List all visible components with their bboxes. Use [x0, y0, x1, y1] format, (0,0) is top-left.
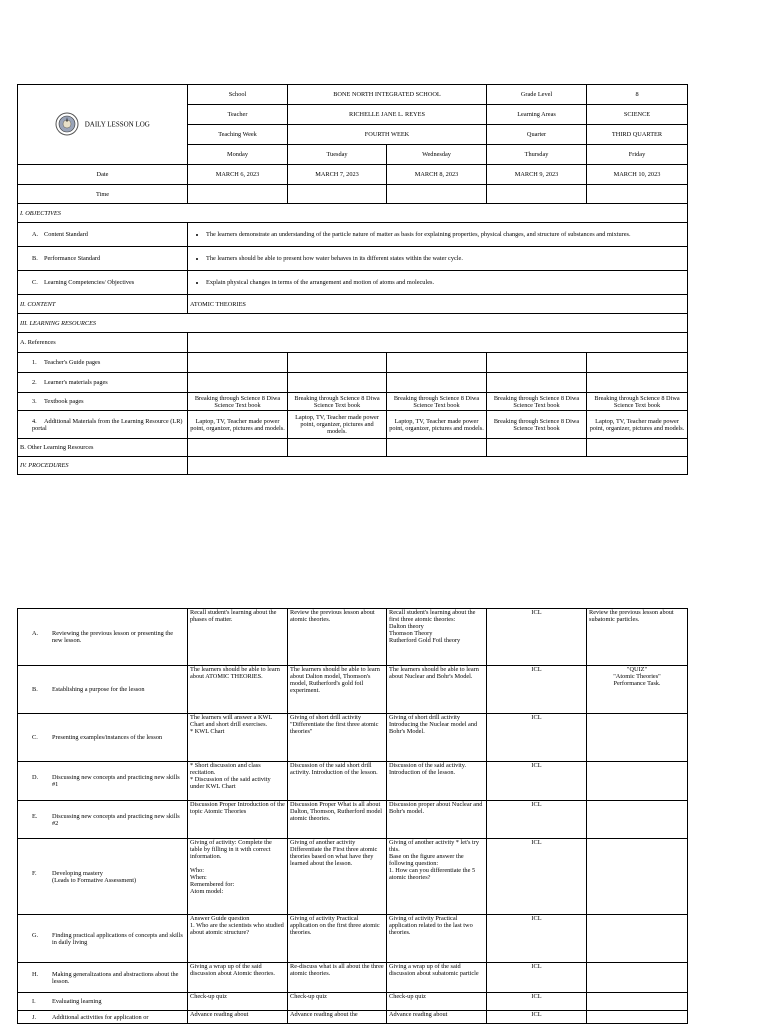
procedure-letter: E.: [32, 812, 38, 820]
procedure-letter: C.: [32, 734, 38, 741]
procedure-cell: The learners should be able to learn about Nuclear and Bohr's Model.: [387, 666, 487, 714]
procedure-letter: J.: [32, 1013, 37, 1021]
procedure-cell: ICL: [487, 666, 587, 714]
procedure-label-text: Establishing a purpose for the lesson: [52, 686, 145, 693]
procedure-cell: The learners should be able to learn about Dalton model, Thomson's model, Rutherford's gold foil experiment.: [288, 666, 387, 714]
procedure-row: [18, 714, 688, 762]
learner-materials-wed: [387, 373, 487, 393]
procedure-label-text: Additional activities for application or: [52, 1013, 149, 1021]
other-thu: [487, 439, 587, 457]
time-friday: [587, 185, 688, 204]
textbook-label: 3. Textbook pages: [18, 393, 188, 411]
procedure-cell: Discussion of the said activity. Introduction of the lesson.: [387, 762, 487, 801]
procedure-label: [18, 963, 188, 993]
procedure-label-text: Developing mastery (Leads to Formative Assessment): [52, 869, 137, 884]
procedure-cell: [587, 762, 688, 801]
day-friday: Friday: [587, 145, 688, 165]
procedure-label-text: Making generalizations and abstractions about the lesson.: [52, 970, 179, 985]
procedures-table: [17, 608, 688, 1024]
procedure-label: [18, 993, 188, 1011]
procedure-cell: [587, 801, 688, 839]
procedure-cell: Check-up quiz: [387, 993, 487, 1011]
content-heading: II. CONTENT: [18, 295, 188, 314]
procedure-cell: ICL: [487, 714, 587, 762]
procedure-cell: Giving a wrap up of the said discussion about Atomic theories.: [188, 963, 288, 993]
additional-fri: Laptop, TV, Teacher made power point, organizer, pictures and models.: [587, 411, 688, 439]
procedure-cell: Giving of activity Practical application related to the last two theories.: [387, 915, 487, 963]
procedure-letter: H.: [32, 970, 39, 978]
teacher-label: Teacher: [188, 105, 288, 125]
procedure-row: [18, 1011, 688, 1024]
day-thursday: Thursday: [487, 145, 587, 165]
procedure-label: [18, 1011, 188, 1024]
school-value: BONE NORTH INTEGRATED SCHOOL: [288, 85, 487, 105]
date-monday: MARCH 6, 2023: [188, 165, 288, 185]
procedure-cell: Giving of short drill activity Introducing the Nuclear model and Bohr's Model.: [387, 714, 487, 762]
date-wednesday: MARCH 8, 2023: [387, 165, 487, 185]
procedure-cell: Recall student's learning about the phases of matter.: [188, 609, 288, 666]
procedure-row: [18, 993, 688, 1011]
textbook-fri: Breaking through Science 8 Diwa Science Text book: [587, 393, 688, 411]
procedure-letter: D.: [32, 774, 39, 781]
procedure-label-text: Presenting examples/instances of the lesson: [52, 734, 163, 741]
teacher-guide-thu: [487, 353, 587, 373]
quarter-value: THIRD QUARTER: [587, 125, 688, 145]
additional-mon: Laptop, TV, Teacher made power point, organizer, pictures and models.: [188, 411, 288, 439]
procedure-cell: Advance reading about: [387, 1011, 487, 1024]
time-monday: [188, 185, 288, 204]
additional-tue: Laptop, TV, Teacher made power point, organizer, pictures and models.: [288, 411, 387, 439]
procedure-label: [18, 609, 188, 666]
procedure-cell: [587, 1011, 688, 1024]
textbook-tue: Breaking through Science 8 Diwa Science Text book: [288, 393, 387, 411]
procedure-cell: Answer Guide question 1. Who are the scientists who studied about atomic structure?: [188, 915, 288, 963]
textbook-thu: Breaking through Science 8 Diwa Science Text book: [487, 393, 587, 411]
procedure-cell: Giving of activity: Complete the table by filling in it with correct information. Who: When: Remembered for: Atom model:: [188, 839, 288, 915]
competencies-value: • Explain physical changes in terms of the arrangement and motion of atoms and molecules.: [188, 271, 688, 295]
learner-materials-label: 2. Learner's materials pages: [18, 373, 188, 393]
competencies-label: C. Learning Competencies/ Objectives: [18, 271, 188, 295]
procedure-label-text: Finding practical applications of concepts and skills in daily living: [52, 931, 183, 946]
procedure-cell: Giving of another activity * let's try this. Base on the figure answer the following question: 1. How can you differentiate the 5 atomic theories?: [387, 839, 487, 915]
teacher-guide-wed: [387, 353, 487, 373]
teacher-value: RICHELLE JANE L. REYES: [288, 105, 487, 125]
procedure-cell: Discussion of the said short drill activity. Introduction of the lesson.: [288, 762, 387, 801]
procedure-cell: [587, 839, 688, 915]
procedure-cell: Re-discuss what is all about the three atomic theories.: [288, 963, 387, 993]
procedure-row: [18, 801, 688, 839]
procedure-cell: ICL: [487, 993, 587, 1011]
procedure-label-text: Reviewing the previous lesson or presenting the new lesson.: [52, 630, 174, 644]
procedure-label: [18, 839, 188, 915]
time-wednesday: [387, 185, 487, 204]
other-tue: [288, 439, 387, 457]
procedure-letter: B.: [32, 686, 38, 693]
date-thursday: MARCH 9, 2023: [487, 165, 587, 185]
procedure-cell: Check-up quiz: [288, 993, 387, 1011]
procedure-cell: ICL: [487, 801, 587, 839]
procedure-cell: Recall student's learning about the first three atomic theories: Dalton theory Thomson Theory Rutherford Gold Foil theory: [387, 609, 487, 666]
procedure-cell: The learners should be able to learn about ATOMIC THEORIES.: [188, 666, 288, 714]
procedure-cell: ICL: [487, 609, 587, 666]
procedure-row: [18, 915, 688, 963]
procedure-label: [18, 762, 188, 801]
procedure-letter: G.: [32, 931, 39, 939]
procedure-cell: ICL: [487, 963, 587, 993]
procedure-cell: Advance reading about: [188, 1011, 288, 1024]
procedure-cell: Review the previous lesson about atomic theories.: [288, 609, 387, 666]
day-monday: Monday: [188, 145, 288, 165]
content-value: ATOMIC THEORIES: [188, 295, 688, 314]
procedure-cell: Giving a wrap up of the said discussion about subatomic particle: [387, 963, 487, 993]
procedure-label-text: Discussing new concepts and practicing new skills #2: [52, 812, 180, 827]
other-mon: [188, 439, 288, 457]
teacher-guide-mon: [188, 353, 288, 373]
procedure-label-text: Discussing new concepts and practicing new skills #1: [52, 774, 180, 788]
procedure-cell: Review the previous lesson about subatomic particles.: [587, 609, 688, 666]
lesson-log-header-table: [17, 84, 688, 475]
deped-seal-icon: [55, 112, 79, 138]
grade-label: Grade Level: [487, 85, 587, 105]
performance-standard-label: B. Performance Standard: [18, 247, 188, 271]
other-resources-label: B. Other Learning Resources: [18, 439, 188, 457]
content-standard-label: A. Content Standard: [18, 223, 188, 247]
procedures-heading: IV. PROCEDURES: [18, 457, 188, 475]
day-wednesday: Wednesday: [387, 145, 487, 165]
resources-heading: III. LEARNING RESOURCES: [18, 314, 688, 333]
time-label: Time: [18, 185, 188, 204]
textbook-wed: Breaking through Science 8 Diwa Science Text book: [387, 393, 487, 411]
procedure-row: [18, 762, 688, 801]
procedure-cell: [587, 993, 688, 1011]
teacher-guide-fri: [587, 353, 688, 373]
procedure-row: [18, 666, 688, 714]
procedure-cell: ICL: [487, 839, 587, 915]
procedure-letter: F.: [32, 869, 37, 877]
week-value: FOURTH WEEK: [288, 125, 487, 145]
date-friday: MARCH 10, 2023: [587, 165, 688, 185]
objectives-heading: I. OBJECTIVES: [18, 204, 688, 223]
quarter-label: Quarter: [487, 125, 587, 145]
page-title: DAILY LESSON LOG: [84, 119, 150, 128]
content-standard-value: • The learners demonstrate an understanding of the particle nature of matter as basis for explaining properties, physical changes, and structure of substances and mixtures.: [188, 223, 688, 247]
week-label: Teaching Week: [188, 125, 288, 145]
grade-value: 8: [587, 85, 688, 105]
procedure-cell: [587, 963, 688, 993]
procedure-cell: Discussion Proper What is all about Dalton, Thomson, Rutherford model atomic theories.: [288, 801, 387, 839]
school-label: School: [188, 85, 288, 105]
procedure-cell: Giving of short drill activity "Differentiate the first three atomic theories": [288, 714, 387, 762]
procedure-letter: A.: [32, 630, 39, 637]
procedure-cell: "QUIZ" "Atomic Theories" Performance Task.: [587, 666, 688, 714]
area-label: Learning Areas: [487, 105, 587, 125]
procedure-label: [18, 714, 188, 762]
additional-thu: Breaking through Science 8 Diwa Science Text book: [487, 411, 587, 439]
other-fri: [587, 439, 688, 457]
day-tuesday: Tuesday: [288, 145, 387, 165]
references-label: A. References: [18, 333, 188, 353]
procedure-cell: [587, 915, 688, 963]
procedure-cell: [587, 714, 688, 762]
learner-materials-mon: [188, 373, 288, 393]
procedure-cell: ICL: [487, 915, 587, 963]
procedure-row: [18, 609, 688, 666]
procedure-label: [18, 801, 188, 839]
procedure-row: [18, 963, 688, 993]
learner-materials-tue: [288, 373, 387, 393]
procedure-label: [18, 666, 188, 714]
area-value: SCIENCE: [587, 105, 688, 125]
date-label: Date: [18, 165, 188, 185]
procedures-heading-blank: [188, 457, 688, 475]
procedure-cell: Giving of activity Practical application on the first three atomic theories.: [288, 915, 387, 963]
other-wed: [387, 439, 487, 457]
additional-wed: Laptop, TV, Teacher made power point, organizer, pictures and models.: [387, 411, 487, 439]
time-tuesday: [288, 185, 387, 204]
procedure-cell: The learners will answer a KWL Chart and short drill exercises. * KWL Chart: [188, 714, 288, 762]
teacher-guide-tue: [288, 353, 387, 373]
references-value: [188, 333, 688, 353]
performance-standard-value: • The learners should be able to present how water behaves in its different states within the water cycle.: [188, 247, 688, 271]
time-thursday: [487, 185, 587, 204]
procedure-letter: I.: [32, 998, 36, 1005]
procedure-cell: Giving of another activity Differentiate the First three atomic theories based on what have they learned about the lesson.: [288, 839, 387, 915]
additional-materials-label: 4. Additional Materials from the Learning Resource (LR) portal: [18, 411, 188, 439]
textbook-mon: Breaking through Science 8 Diwa Science Text book: [188, 393, 288, 411]
procedure-row: [18, 839, 688, 915]
procedure-label: [18, 915, 188, 963]
procedure-cell: * Short discussion and class recitation. * Discussion of the said activity under KWL Chart: [188, 762, 288, 801]
procedure-cell: Discussion proper about Nuclear and Bohr's model.: [387, 801, 487, 839]
procedure-cell: Discussion Proper Introduction of the topic Atomic Theories: [188, 801, 288, 839]
procedure-cell: Check-up quiz: [188, 993, 288, 1011]
procedure-cell: ICL: [487, 1011, 587, 1024]
title-cell: [18, 85, 188, 165]
date-tuesday: MARCH 7, 2023: [288, 165, 387, 185]
learner-materials-thu: [487, 373, 587, 393]
procedure-cell: ICL: [487, 762, 587, 801]
procedure-cell: Advance reading about the: [288, 1011, 387, 1024]
teacher-guide-label: 1. Teacher's Guide pages: [18, 353, 188, 373]
learner-materials-fri: [587, 373, 688, 393]
procedure-label-text: Evaluating learning: [52, 998, 102, 1005]
procedures-body: [18, 609, 688, 1024]
